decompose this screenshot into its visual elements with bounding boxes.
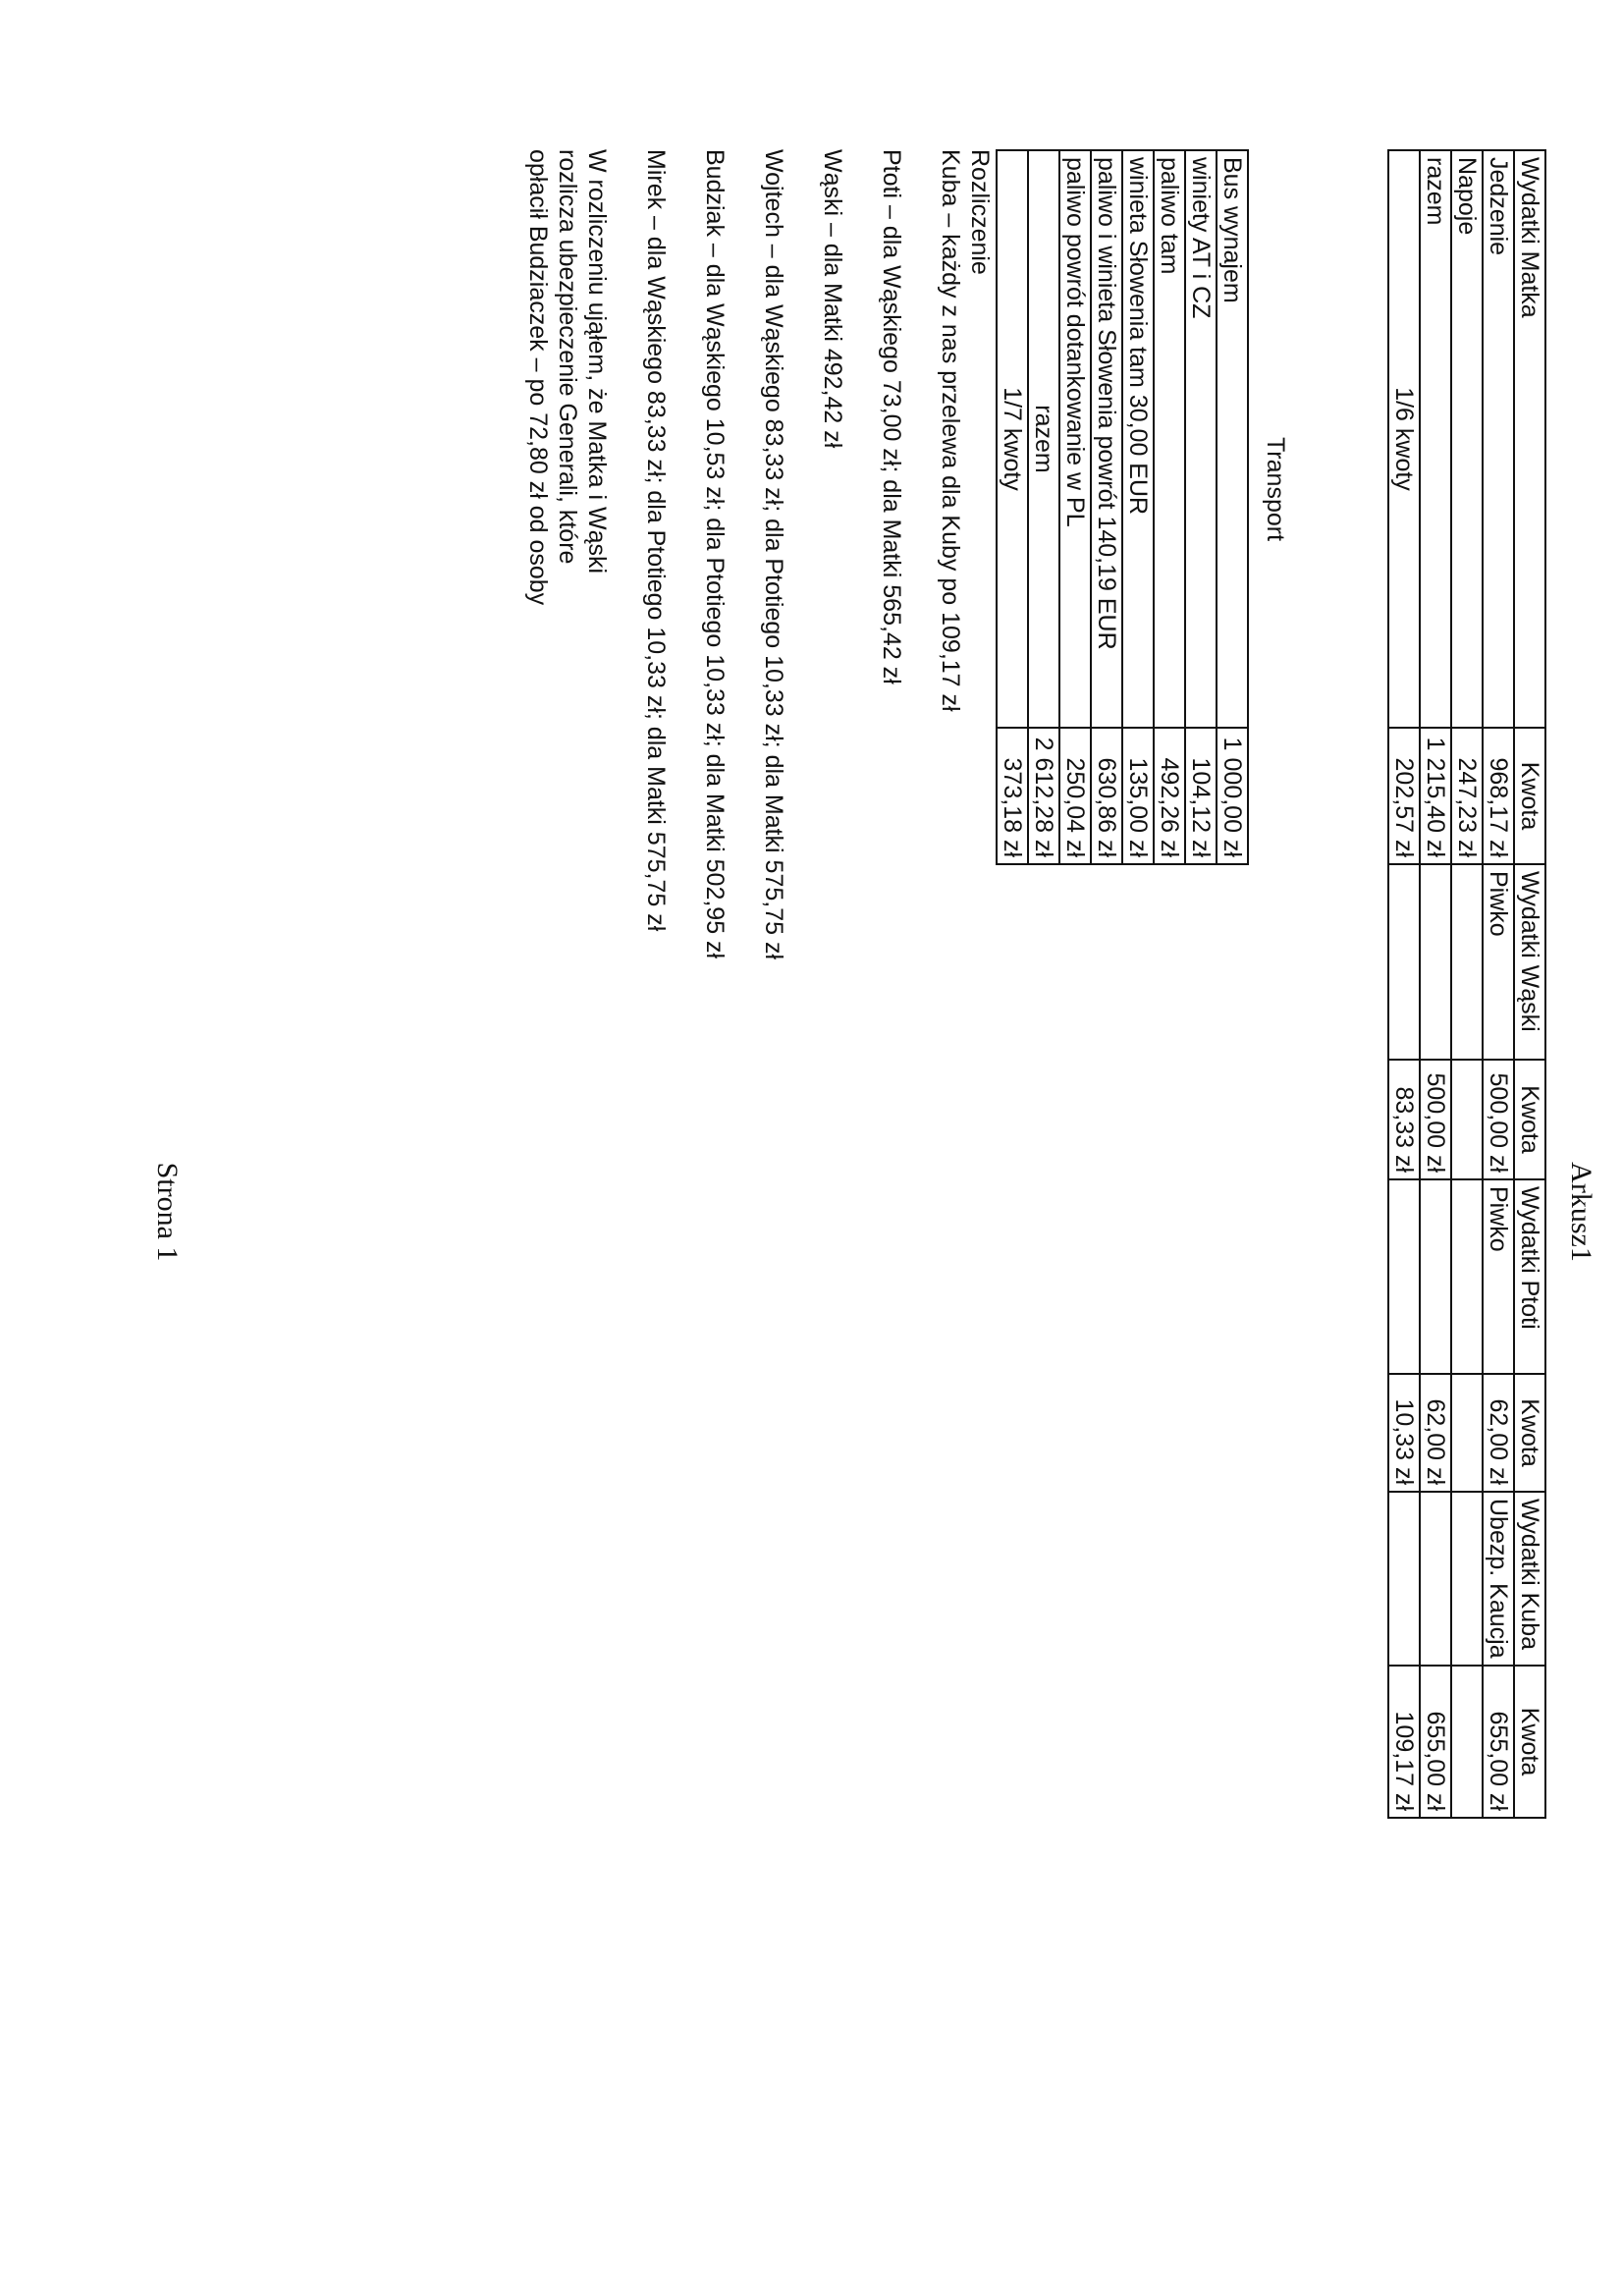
settlement-line-kuba: Kuba – każdy z nas przelewa dla Kuby po 109,17 zł (937, 149, 964, 712)
table-cell (1451, 864, 1483, 1060)
table-cell: 247,23 zł (1451, 728, 1483, 864)
table-cell: 62,00 zł (1483, 1374, 1514, 1492)
column-header: Wydatki Matka (1514, 150, 1545, 728)
settlement-section (523, 149, 995, 1426)
table-row (1091, 150, 1122, 864)
settlement-line-budziak: Budziak – dla Wąskiego 10,53 zł; dla Ptotiego 10,33 zł; dla Matki 502,95 zł (701, 149, 729, 959)
table-cell: 968,17 zł (1483, 728, 1514, 864)
table-cell: 500,00 zł (1420, 1060, 1451, 1179)
page-footer: Strona 1 (151, 1162, 184, 1262)
table-cell: 1/7 kwoty (997, 150, 1028, 728)
table-cell: 250,04 zł (1059, 728, 1091, 864)
table-cell: Piwko (1483, 1179, 1514, 1374)
table-row (1154, 150, 1185, 864)
table-cell: 1 000,00 zł (1217, 728, 1248, 864)
table-cell: 373,18 zł (997, 728, 1028, 864)
settlement-line-ptoti: Ptoti – dla Wąskiego 73,00 zł; dla Matki 565,42 zł (878, 149, 905, 684)
table-row (1420, 150, 1451, 1818)
table-cell (1451, 1492, 1483, 1666)
table-cell: 109,17 zł (1388, 1666, 1420, 1818)
table-cell: 1/6 kwoty (1388, 150, 1420, 728)
table-cell: winiety AT i CZ (1185, 150, 1217, 728)
table-cell (1451, 1666, 1483, 1818)
table-cell: 655,00 zł (1483, 1666, 1514, 1818)
table-row (1451, 150, 1483, 1818)
table-cell: 2 612,28 zł (1028, 728, 1059, 864)
table-row (1059, 150, 1091, 864)
table-cell (1420, 864, 1451, 1060)
settlement-line-wojtech: Wojtech – dla Wąskiego 83,33 zł; dla Ptotiego 10,33 zł; dla Matki 575,75 zł (760, 149, 787, 960)
column-header: Kwota (1514, 1060, 1545, 1179)
table-cell (1388, 864, 1420, 1060)
table-cell: Bus wynajem (1217, 150, 1248, 728)
settlement-note-line: opłacił Budziaczek – po 72,80 zł od osoby (524, 149, 552, 606)
table-row (1185, 150, 1217, 864)
transport-table (996, 149, 1249, 865)
table-cell: 83,33 zł (1388, 1060, 1420, 1179)
table-cell (1388, 1492, 1420, 1666)
table-cell: Ubezp. Kaucja (1483, 1492, 1514, 1666)
table-cell: 202,57 zł (1388, 728, 1420, 864)
table-row (1028, 150, 1059, 864)
table-cell (1451, 1374, 1483, 1492)
table-cell (1420, 1179, 1451, 1374)
table-cell (1451, 1179, 1483, 1374)
table-row (1388, 150, 1420, 1818)
table-cell (1451, 1060, 1483, 1179)
column-header: Wydatki Ptoti (1514, 1179, 1545, 1374)
table-cell: 500,00 zł (1483, 1060, 1514, 1179)
table-cell: razem (1028, 150, 1059, 728)
table-cell: Jedzenie (1483, 150, 1514, 728)
table-cell: paliwo powrót dotankowanie w PL (1059, 150, 1091, 728)
table-cell: Napoje (1451, 150, 1483, 728)
settlement-line-mirek: Mirek – dla Wąskiego 83,33 zł; dla Ptotiego 10,33 zł; dla Matki 575,75 zł (642, 149, 670, 932)
column-header: Kwota (1514, 728, 1545, 864)
table-cell: 655,00 zł (1420, 1666, 1451, 1818)
table-cell: paliwo i winieta Słowenia powrót 140,19 EUR (1091, 150, 1122, 728)
table-cell (1420, 1492, 1451, 1666)
table-cell: 62,00 zł (1420, 1374, 1451, 1492)
table-row (1483, 150, 1514, 1818)
settlement-note-line: W rozliczeniu ująłem, że Matka i Wąski (583, 149, 611, 574)
table-cell: 135,00 zł (1122, 728, 1154, 864)
transport-title: Transport (1262, 436, 1289, 542)
settlement-heading: Rozliczenie (966, 149, 994, 275)
table-cell: 630,86 zł (1091, 728, 1122, 864)
table-cell (1388, 1179, 1420, 1374)
table-cell: 492,26 zł (1154, 728, 1185, 864)
settlement-note-line: rozlicza ubezpieczenie Generali, które (554, 149, 581, 565)
column-header: Kwota (1514, 1374, 1545, 1492)
table-row (997, 150, 1028, 864)
table-cell: razem (1420, 150, 1451, 728)
table-row (1217, 150, 1248, 864)
table-header-row (1514, 150, 1545, 1818)
table-cell: Piwko (1483, 864, 1514, 1060)
settlement-line-waski: Wąski – dla Matki 492,42 zł (819, 149, 846, 449)
column-header: Wydatki Kuba (1514, 1492, 1545, 1666)
column-header: Wydatki Wąski (1514, 864, 1545, 1060)
column-header: Kwota (1514, 1666, 1545, 1818)
table-row (1122, 150, 1154, 864)
table-cell: winieta Słowenia tam 30,00 EUR (1122, 150, 1154, 728)
table-cell: paliwo tam (1154, 150, 1185, 728)
expenses-table (1387, 149, 1546, 1819)
table-cell: 104,12 zł (1185, 728, 1217, 864)
table-cell: 1 215,40 zł (1420, 728, 1451, 864)
table-cell: 10,33 zł (1388, 1374, 1420, 1492)
sheet-title: Arkusz1 (1565, 1162, 1597, 1262)
